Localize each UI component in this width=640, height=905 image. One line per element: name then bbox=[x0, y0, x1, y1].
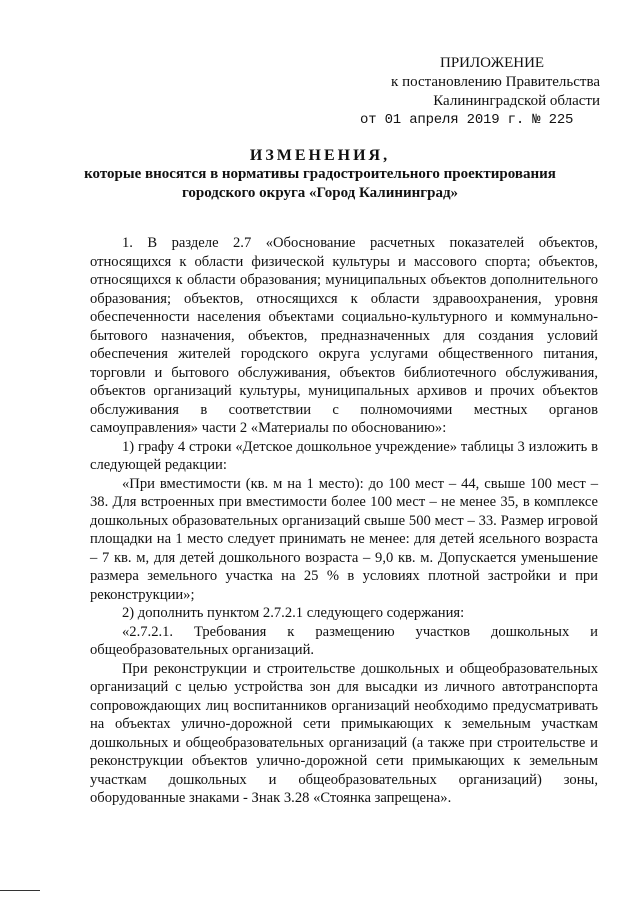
appendix-ref-line: к постановлению Правительства bbox=[391, 74, 600, 90]
paragraph: 1. В разделе 2.7 «Обоснование расчетных показателей объектов, относящихся к области физической культуры и массового спорта; объектов, относящихся к области образования; муниципальных объектов дополнительного образования; объектов, относящихся к области здравоохранения, уровня обеспеченности населения объектами социально-культурного и коммунально-бытового назначения, объектов, предназначенных для создания условий обеспечения жителей городского округа услугами общественного питания, торговли и бытового обслуживания, объектов библиотечного обслуживания, объектов организаций культуры, муниципальных архивов и прочих объектов обслуживания в соответствии с полномочиями местных органов самоуправления» части 2 «Материалы по обоснованию»: bbox=[90, 235, 598, 436]
title-subheading: которые вносятся в нормативы градостроительного проектирования bbox=[84, 166, 556, 182]
appendix-date-number: от 01 апреля 2019 г. № 225 bbox=[360, 112, 574, 128]
title-heading: ИЗМЕНЕНИЯ, bbox=[249, 147, 391, 164]
paragraph: 1) графу 4 строки «Детское дошкольное учреждение» таблицы 3 изложить в следующей редакции: bbox=[90, 438, 598, 473]
document-title bbox=[60, 146, 580, 203]
appendix-header bbox=[340, 54, 600, 130]
paragraph: 2) дополнить пунктом 2.7.2.1 следующего содержания: bbox=[122, 605, 465, 621]
footnote-rule bbox=[0, 890, 40, 891]
appendix-region-line: Калининградской области bbox=[433, 93, 600, 109]
title-subheading-2: городского округа «Город Калининград» bbox=[181, 185, 459, 201]
paragraph: «При вместимости (кв. м на 1 место): до 100 мест – 44, свыше 100 мест – 38. Для встроенных при вместимости более 100 мест – не менее 35, в комплексе дошкольных образовательных организаций свыше 500 мест – 33. Размер игровой площадки на 1 место следует принимать не менее: для детей ясельного возраста – 7 кв. м, для детей дошкольного возраста – 9,0 кв. м. Допускается уменьшение размера земельного участка на 25 % в условиях плотной застройки и при реконструкции»; bbox=[90, 475, 598, 603]
document-body bbox=[90, 234, 598, 808]
paragraph: «2.7.2.1. Требования к размещению участков дошкольных и общеобразовательных организаций. bbox=[90, 623, 598, 658]
paragraph: При реконструкции и строительстве дошкольных и общеобразовательных организаций с целью устройства зон для высадки из личного автотранспорта сопровождающих лиц воспитанников организаций необходимо предусматривать на объектах улично-дорожной сети примыкающих к земельным участкам дошкольных и общеобразовательных организаций (а также при строительстве и реконструкции объектов улично-дорожной сети примыкающих к земельным участкам дошкольных и общеобразовательных организаций) зоны, оборудованные знаками - Знак 3.28 «Стоянка запрещена». bbox=[90, 660, 598, 806]
appendix-label: ПРИЛОЖЕНИЕ bbox=[440, 55, 545, 71]
